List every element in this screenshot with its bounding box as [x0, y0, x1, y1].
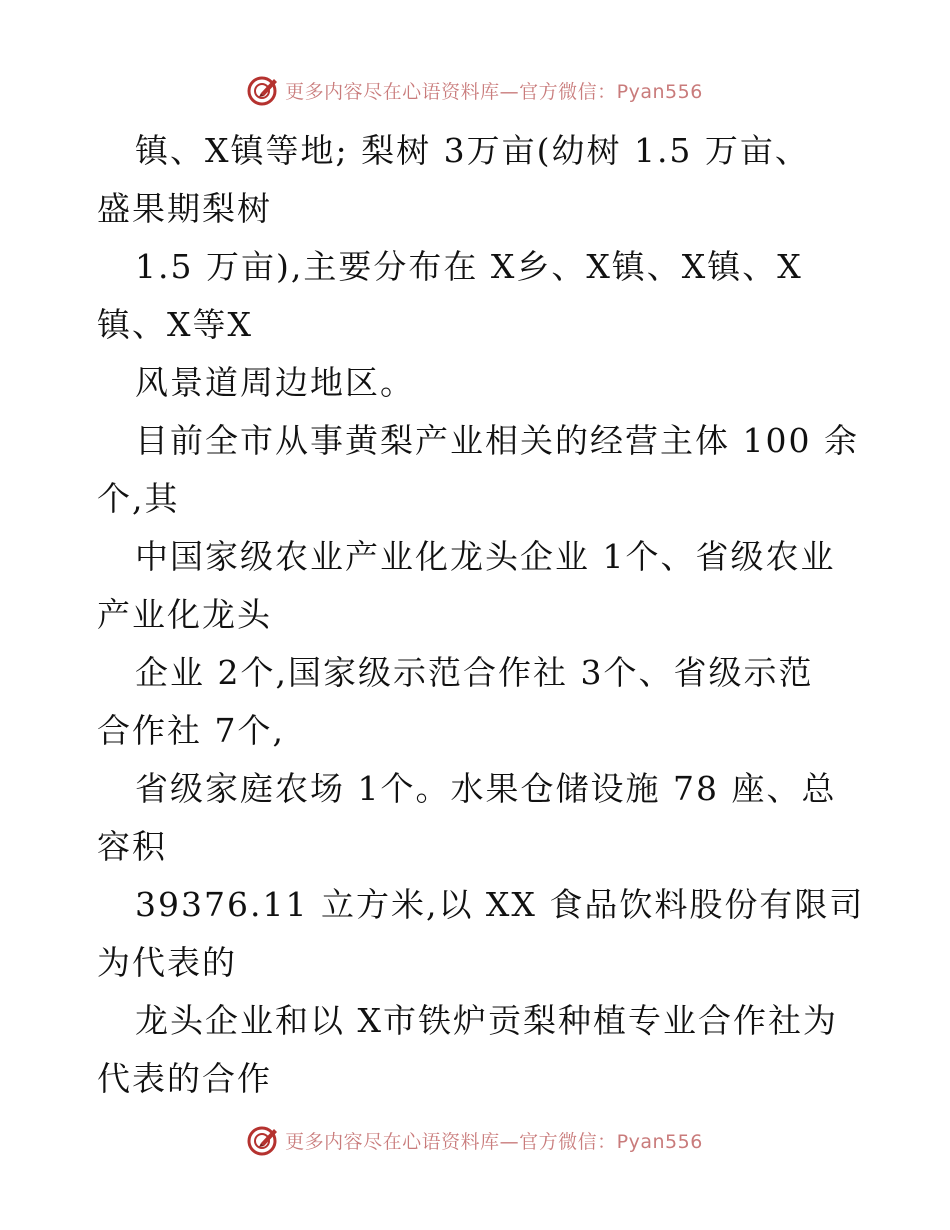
text-line: 为代表的 — [97, 943, 237, 982]
text-line: 代表的合作 — [97, 1059, 272, 1098]
text-line: 个,其 — [97, 479, 180, 518]
pen-nib-logo-icon — [247, 1123, 281, 1157]
text-line: 省级家庭农场 1个。水果仓储设施 78 座、总 — [135, 769, 837, 808]
header-banner — [0, 70, 950, 110]
text-line: 企业 2个,国家级示范合作社 3个、省级示范 — [135, 653, 814, 692]
text-line: 合作社 7个, — [97, 711, 285, 750]
text-line: 容积 — [97, 827, 167, 866]
text-line: 目前全市从事黄梨产业相关的经营主体 100 余 — [135, 421, 859, 460]
pen-nib-logo-icon — [247, 73, 281, 107]
text-line: 龙头企业和以 X市铁炉贡梨种植专业合作社为 — [135, 1001, 838, 1040]
text-line: 镇、X等X — [97, 305, 253, 344]
header-banner-text: 更多内容尽在心语资料库—官方微信：Pyan556 — [285, 80, 703, 103]
document-body — [97, 122, 865, 1108]
text-line: 风景道周边地区。 — [135, 363, 415, 402]
text-line: 盛果期梨树 — [97, 189, 272, 228]
text-line: 39376.11 立方米,以 XX 食品饮料股份有限司 — [135, 885, 865, 924]
text-line: 中国家级农业产业化龙头企业 1个、省级农业 — [135, 537, 836, 576]
footer-banner — [0, 1120, 950, 1160]
text-line: 镇、X镇等地; 梨树 3万亩(幼树 1.5 万亩、 — [135, 131, 810, 170]
footer-banner-text: 更多内容尽在心语资料库—官方微信：Pyan556 — [285, 1130, 703, 1153]
text-line: 1.5 万亩),主要分布在 X乡、X镇、X镇、X — [135, 247, 803, 286]
text-line: 产业化龙头 — [97, 595, 272, 634]
